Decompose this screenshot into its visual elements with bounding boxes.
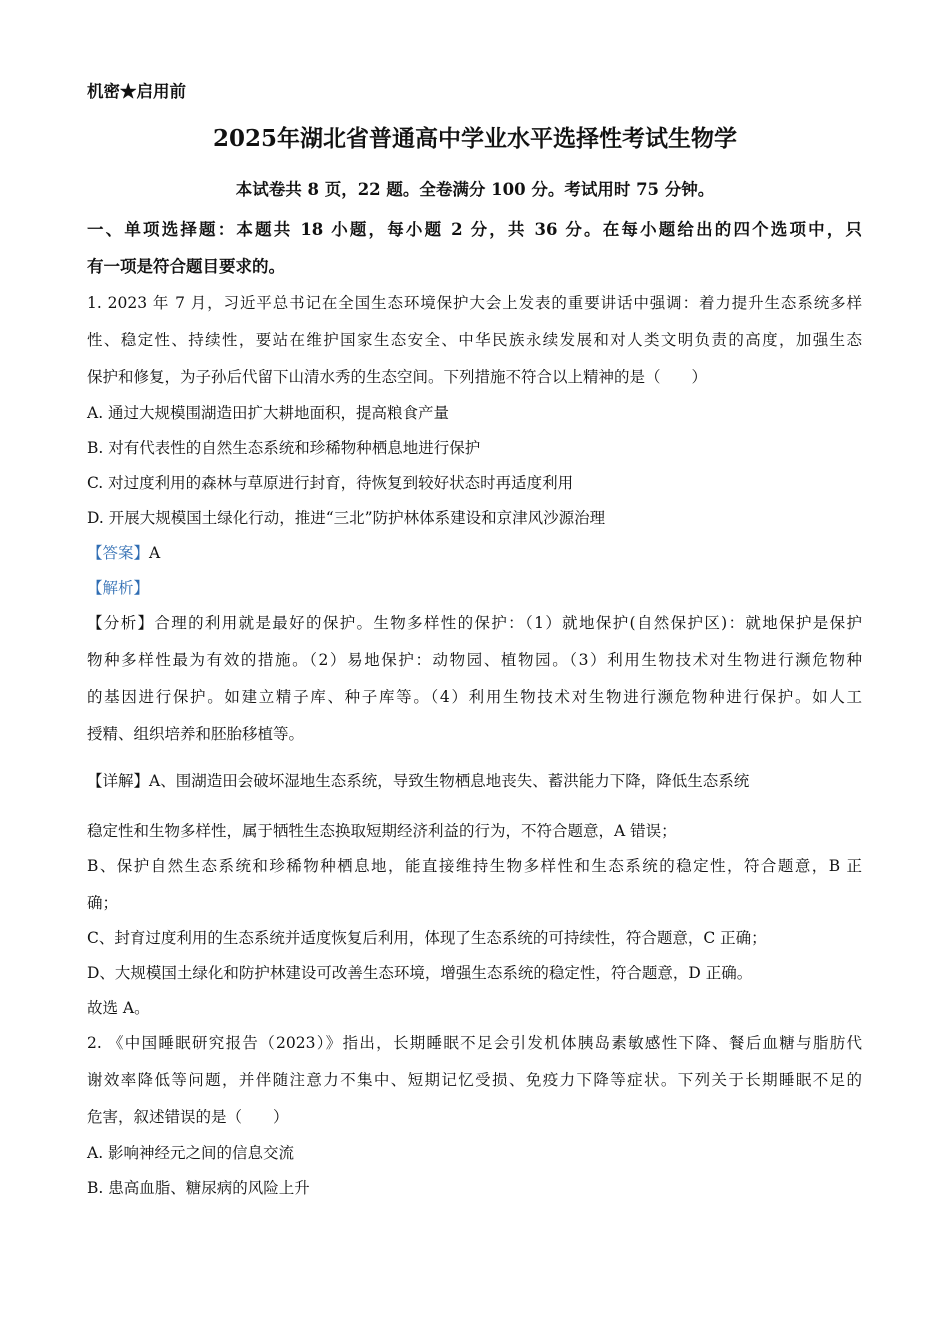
section-heading-line-2: 有一项是符合题目要求的。: [87, 257, 285, 276]
q1-analysis-line-3: 的基因进行保护。如建立精子库、种子库等。（4）利用生物技术对生物进行濒危物种进行保护。如人工: [87, 688, 862, 706]
q1-detail-line-6: D、大规模国土绿化和防护林建设可改善生态环境，增强生态系统的稳定性，符合题意，D 正确。: [87, 964, 753, 982]
exam-title: 2025年湖北省普通高中学业水平选择性考试生物学: [212, 125, 737, 152]
q1-detail-line-4: 确；: [87, 894, 119, 912]
q1-option-b: B. 对有代表性的自然生态系统和珍稀物种栖息地进行保护: [87, 439, 481, 457]
q1-detail-line-5: C、封育过度利用的生态系统并适度恢复后利用，体现了生态系统的可持续性，符合题意，C 正确；: [87, 929, 767, 947]
q1-option-c: C. 对过度利用的森林与草原进行封育，待恢复到较好状态时再适度利用: [87, 474, 574, 492]
q1-detail-line-1: 【详解】A、围湖造田会破坏湿地生态系统，导致生物栖息地丧失、蓄洪能力下降，降低生态系统: [87, 772, 750, 790]
q2-stem-line-3: 危害，叙述错误的是（ ）: [87, 1108, 289, 1126]
q1-analysis-line-2: 物种多样性最为有效的措施。（2）易地保护：动物园、植物园。（3）利用生物技术对生物进行濒危物种: [87, 651, 862, 669]
q1-analysis-line-1: 【分析】合理的利用就是最好的保护。生物多样性的保护：（1）就地保护(自然保护区)：就地保护是保护: [87, 614, 862, 632]
explanation-tag: 【解析】: [87, 579, 150, 597]
q2-option-a: A. 影响神经元之间的信息交流: [87, 1144, 295, 1162]
exam-info: 本试卷共 8 页，22 题。全卷满分 100 分。考试用时 75 分钟。: [235, 180, 715, 199]
q1-detail-line-3: B、保护自然生态系统和珍稀物种栖息地，能直接维持生物多样性和生态系统的稳定性，符合题意，B 正: [87, 857, 862, 875]
q2-stem-line-1: 2. 《中国睡眠研究报告（2023）》指出，长期睡眠不足会引发机体胰岛素敏感性下降、餐后血糖与脂肪代: [87, 1034, 862, 1052]
q1-detail-line-2: 稳定性和生物多样性，属于牺牲生态换取短期经济利益的行为，不符合题意，A 错误；: [87, 822, 677, 840]
q1-stem-line-1: 1. 2023 年 7 月，习近平总书记在全国生态环境保护大会上发表的重要讲话中强调：着力提升生态系统多样: [87, 294, 862, 312]
q1-analysis-line-4: 授精、组织培养和胚胎移植等。: [87, 725, 305, 743]
confidential-label: 机密★启用前: [87, 82, 186, 101]
answer-tag: 【答案】: [87, 544, 150, 562]
q2-option-b: B. 患高血脂、糖尿病的风险上升: [87, 1179, 310, 1197]
q1-option-a: A. 通过大规模围湖造田扩大耕地面积，提高粮食产量: [87, 404, 450, 422]
q2-stem-line-2: 谢效率降低等问题，并伴随注意力不集中、短期记忆受损、免疫力下降等症状。下列关于长期睡眠不足的: [87, 1071, 862, 1089]
q1-option-d: D. 开展大规模国土绿化行动，推进“三北”防护林体系建设和京津风沙源治理: [87, 509, 606, 527]
q1-stem-line-3: 保护和修复，为子孙后代留下山清水秀的生态空间。下列措施不符合以上精神的是（ ）: [87, 368, 708, 386]
q1-detail-line-7: 故选 A。: [87, 999, 150, 1017]
q1-answer-line: [87, 543, 862, 563]
answer-value: A: [149, 544, 161, 562]
section-heading-line-1: 一、单项选择题：本题共 18 小题，每小题 2 分，共 36 分。在每小题给出的四个选项中，只: [87, 220, 862, 239]
q1-stem-line-2: 性、稳定性、持续性，要站在维护国家生态安全、中华民族永续发展和对人类文明负责的高度，加强生态: [87, 331, 862, 349]
